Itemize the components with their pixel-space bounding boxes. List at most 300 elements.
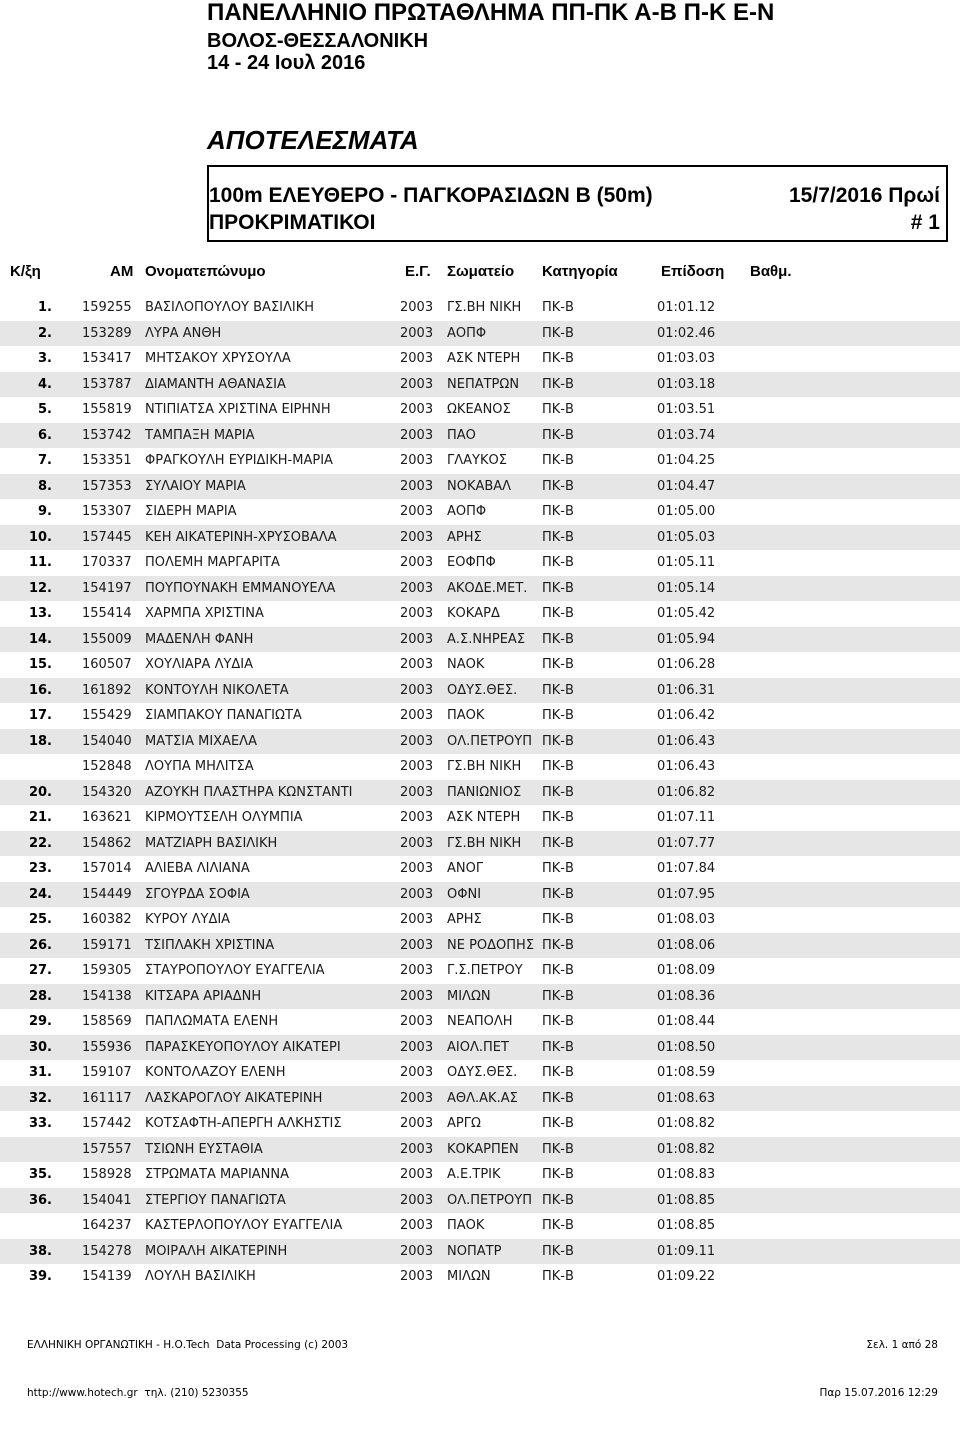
category: ΠΚ-Β <box>542 1039 574 1055</box>
category: ΠΚ-Β <box>542 427 574 443</box>
athlete-id: 159255 <box>82 300 132 315</box>
venue: ΒΟΛΟΣ-ΘΕΣΣΑΛΟΝΙΚΗ <box>207 30 429 52</box>
athlete-name: ΚΕΗ ΑΙΚΑΤΕΡΙΝΗ-ΧΡΥΣΟΒΑΛΑ <box>145 529 337 545</box>
results-heading: ΑΠΟΤΕΛΕΣΜΑΤΑ <box>207 125 419 155</box>
athlete-id: 157445 <box>82 529 132 545</box>
rank: 4. <box>38 376 52 392</box>
time: 01:06.42 <box>657 708 716 723</box>
rank: 11. <box>28 555 52 570</box>
club: ΟΛ.ΠΕΤΡΟΥΠ <box>447 1192 532 1208</box>
result-row <box>0 703 960 729</box>
result-row <box>0 1213 960 1239</box>
rank: 35. <box>28 1167 52 1182</box>
category: ΠΚ-Β <box>542 682 574 698</box>
rank: 7. <box>38 453 52 468</box>
athlete-id: 160507 <box>82 657 132 672</box>
rank: 26. <box>28 937 52 953</box>
footer-left <box>27 1305 348 1433</box>
birth-year: 2003 <box>400 835 434 851</box>
category: ΠΚ-Β <box>542 657 574 672</box>
athlete-id: 155429 <box>82 708 132 723</box>
time: 01:08.82 <box>657 1116 716 1131</box>
time: 01:02.46 <box>657 325 716 341</box>
athlete-id: 160382 <box>82 912 132 927</box>
club: ΝΟΠΑΤΡ <box>447 1243 502 1259</box>
rank: 29. <box>28 1014 52 1029</box>
rank: 36. <box>28 1192 52 1208</box>
time: 01:08.44 <box>657 1014 716 1029</box>
athlete-name: ΛΑΣΚΑΡΟΓΛΟΥ ΑΙΚΑΤΕΡΙΝΗ <box>145 1090 323 1106</box>
athlete-name: ΜΑΔΕΝΛΗ ΦΑΝΗ <box>145 631 254 647</box>
athlete-name: ΚΟΝΤΟΛΑΖΟΥ ΕΛΕΝΗ <box>145 1065 286 1080</box>
footer-contact: http://www.hotech.gr τηλ. (210) 5230355 <box>27 1387 249 1399</box>
birth-year: 2003 <box>400 1243 434 1259</box>
athlete-id: 158928 <box>82 1167 132 1182</box>
category: ΠΚ-Β <box>542 631 574 647</box>
time: 01:07.84 <box>657 861 716 876</box>
rank: 2. <box>38 325 52 341</box>
time: 01:05.03 <box>657 529 716 545</box>
col-header-name: Ονοματεπώνυμο <box>145 263 266 280</box>
category: ΠΚ-Β <box>542 1141 574 1157</box>
category: ΠΚ-Β <box>542 453 574 468</box>
time: 01:08.59 <box>657 1065 716 1080</box>
category: ΠΚ-Β <box>542 1218 574 1233</box>
col-header-year: Ε.Γ. <box>405 263 431 280</box>
category: ΠΚ-Β <box>542 300 574 315</box>
birth-year: 2003 <box>400 988 434 1004</box>
category: ΠΚ-Β <box>542 784 574 800</box>
birth-year: 2003 <box>400 733 434 749</box>
birth-year: 2003 <box>400 708 434 723</box>
result-row <box>0 805 960 831</box>
club: ΟΛ.ΠΕΤΡΟΥΠ <box>447 733 532 749</box>
results-table <box>0 295 960 1290</box>
birth-year: 2003 <box>400 861 434 876</box>
time: 01:03.51 <box>657 402 716 417</box>
club: ΩΚΕΑΝΟΣ <box>447 402 511 417</box>
result-row <box>0 984 960 1010</box>
result-row <box>0 448 960 474</box>
rank: 8. <box>38 478 52 494</box>
club: ΠΑΟΚ <box>447 708 485 723</box>
col-header-points: Βαθμ. <box>750 263 792 280</box>
birth-year: 2003 <box>400 478 434 494</box>
event-number: # 1 <box>910 211 940 234</box>
result-row <box>0 933 960 959</box>
athlete-name: ΑΖΟΥΚΗ ΠΛΑΣΤΗΡΑ ΚΩΝΣΤΑΝΤΙ <box>145 784 353 800</box>
birth-year: 2003 <box>400 453 434 468</box>
time: 01:09.22 <box>657 1269 716 1284</box>
birth-year: 2003 <box>400 1014 434 1029</box>
rank: 25. <box>28 912 52 927</box>
athlete-name: ΚΥΡΟΥ ΛΥΔΙΑ <box>145 912 231 927</box>
result-row <box>0 372 960 398</box>
athlete-name: ΔΙΑΜΑΝΤΗ ΑΘΑΝΑΣΙΑ <box>145 376 286 392</box>
birth-year: 2003 <box>400 402 434 417</box>
time: 01:05.14 <box>657 580 716 596</box>
time: 01:04.25 <box>657 453 716 468</box>
club: ΝΕΑΠΟΛΗ <box>447 1014 513 1029</box>
result-row <box>0 1009 960 1035</box>
category: ΠΚ-Β <box>542 376 574 392</box>
time: 01:08.09 <box>657 963 716 978</box>
category: ΠΚ-Β <box>542 580 574 596</box>
category: ΠΚ-Β <box>542 759 574 774</box>
time: 01:09.11 <box>657 1243 716 1259</box>
athlete-name: ΣΓΟΥΡΔΑ ΣΟΦΙΑ <box>145 886 250 902</box>
result-row <box>0 1086 960 1112</box>
birth-year: 2003 <box>400 1090 434 1106</box>
athlete-name: ΜΟΙΡΑΛΗ ΑΙΚΑΤΕΡΙΝΗ <box>145 1243 288 1259</box>
birth-year: 2003 <box>400 606 434 621</box>
rank: 9. <box>38 504 52 519</box>
athlete-id: 154138 <box>82 988 132 1004</box>
athlete-name: ΚΟΝΤΟΥΛΗ ΝΙΚΟΛΕΤΑ <box>145 682 289 698</box>
time: 01:08.03 <box>657 912 716 927</box>
time: 01:08.36 <box>657 988 716 1004</box>
club: ΚΟΚΑΡΔ <box>447 606 500 621</box>
result-row <box>0 525 960 551</box>
category: ΠΚ-Β <box>542 1243 574 1259</box>
club: ΑΣΚ ΝΤΕΡΗ <box>447 810 521 825</box>
birth-year: 2003 <box>400 912 434 927</box>
club: ΝΕΠΑΤΡΩΝ <box>447 376 520 392</box>
time: 01:06.82 <box>657 784 716 800</box>
club: ΓΣ.ΒΗ ΝΙΚΗ <box>447 835 522 851</box>
athlete-name: ΣΙΑΜΠΑΚΟΥ ΠΑΝΑΓΙΩΤΑ <box>145 708 302 723</box>
rank: 30. <box>28 1039 52 1055</box>
athlete-name: ΜΗΤΣΑΚΟΥ ΧΡΥΣΟΥΛΑ <box>145 351 291 366</box>
birth-year: 2003 <box>400 963 434 978</box>
athlete-name: ΛΥΡΑ ΑΝΘΗ <box>145 325 222 341</box>
rank: 21. <box>28 810 52 825</box>
birth-year: 2003 <box>400 784 434 800</box>
category: ΠΚ-Β <box>542 861 574 876</box>
athlete-name: ΣΥΛΑΙΟΥ ΜΑΡΙΑ <box>145 478 246 494</box>
athlete-name: ΛΟΥΛΗ ΒΑΣΙΛΙΚΗ <box>145 1269 256 1284</box>
result-row <box>0 627 960 653</box>
time: 01:07.77 <box>657 835 716 851</box>
club: ΓΣ.ΒΗ ΝΙΚΗ <box>447 300 522 315</box>
result-row <box>0 601 960 627</box>
club: ΝΑΟΚ <box>447 657 485 672</box>
athlete-name: ΧΑΡΜΠΑ ΧΡΙΣΤΙΝΑ <box>145 606 264 621</box>
club: ΝΟΚΑΒΑΛ <box>447 478 512 494</box>
birth-year: 2003 <box>400 376 434 392</box>
birth-year: 2003 <box>400 1116 434 1131</box>
birth-year: 2003 <box>400 529 434 545</box>
category: ΠΚ-Β <box>542 886 574 902</box>
event-dates: 14 - 24 Ιουλ 2016 <box>207 52 366 74</box>
rank: 24. <box>28 886 52 902</box>
time: 01:08.06 <box>657 937 716 953</box>
time: 01:06.31 <box>657 682 716 698</box>
result-row <box>0 780 960 806</box>
result-row <box>0 499 960 525</box>
athlete-id: 163621 <box>82 810 132 825</box>
athlete-name: ΣΙΔΕΡΗ ΜΑΡΙΑ <box>145 504 237 519</box>
time: 01:05.94 <box>657 631 716 647</box>
rank: 32. <box>28 1090 52 1106</box>
athlete-name: ΠΟΥΠΟΥΝΑΚΗ ΕΜΜΑΝΟΥΕΛΑ <box>145 580 336 596</box>
athlete-id: 154862 <box>82 835 132 851</box>
col-header-club: Σωματείο <box>447 263 515 280</box>
birth-year: 2003 <box>400 886 434 902</box>
club: ΜΙΛΩΝ <box>447 1269 491 1284</box>
birth-year: 2003 <box>400 555 434 570</box>
category: ΠΚ-Β <box>542 529 574 545</box>
athlete-name: ΤΣΙΠΛΑΚΗ ΧΡΙΣΤΙΝΑ <box>145 937 275 953</box>
club: ΚΟΚΑΡΠΕΝ <box>447 1141 519 1157</box>
time: 01:08.85 <box>657 1218 716 1233</box>
club: Α.Ε.ΤΡΙΚ <box>447 1167 501 1182</box>
event-name: 100m ΕΛΕΥΘΕΡΟ - ΠΑΓΚΟΡΑΣΙΔΩΝ Β (50m) <box>209 184 653 207</box>
athlete-name: ΚΟΤΣΑΦΤΗ-ΑΠΕΡΓΗ ΑΛΚΗΣΤΙΣ <box>145 1116 342 1131</box>
club: ΠΑΝΙΩΝΙΟΣ <box>447 784 522 800</box>
birth-year: 2003 <box>400 580 434 596</box>
category: ΠΚ-Β <box>542 402 574 417</box>
result-row <box>0 1111 960 1137</box>
rank: 13. <box>28 606 52 621</box>
athlete-name: ΦΡΑΓΚΟΥΛΗ ΕΥΡΙΔΙΚΗ-ΜΑΡΙΑ <box>145 453 333 468</box>
athlete-name: ΠΑΠΛΩΜΑΤΑ ΕΛΕΝΗ <box>145 1014 279 1029</box>
birth-year: 2003 <box>400 427 434 443</box>
athlete-id: 157442 <box>82 1116 132 1131</box>
rank: 5. <box>38 402 52 417</box>
athlete-id: 155009 <box>82 631 132 647</box>
time: 01:03.18 <box>657 376 716 392</box>
club: ΑΙΟΛ.ΠΕΤ <box>447 1039 509 1055</box>
athlete-name: ΧΟΥΛΙΑΡΑ ΛΥΔΙΑ <box>145 657 254 672</box>
athlete-id: 157557 <box>82 1141 132 1157</box>
category: ΠΚ-Β <box>542 937 574 953</box>
club: ΑΘΛ.ΑΚ.ΑΣ <box>447 1090 518 1106</box>
birth-year: 2003 <box>400 657 434 672</box>
athlete-id: 159305 <box>82 963 132 978</box>
result-row <box>0 295 960 321</box>
time: 01:05.11 <box>657 555 716 570</box>
result-row <box>0 346 960 372</box>
category: ΠΚ-Β <box>542 351 574 366</box>
athlete-id: 157014 <box>82 861 132 876</box>
time: 01:06.43 <box>657 759 716 774</box>
athlete-id: 154278 <box>82 1243 132 1259</box>
birth-year: 2003 <box>400 351 434 366</box>
category: ΠΚ-Β <box>542 988 574 1004</box>
athlete-name: ΤΑΜΠΑΞΗ ΜΑΡΙΑ <box>145 427 255 443</box>
club: ΕΟΦΠΦ <box>447 555 496 570</box>
rank: 16. <box>28 682 52 698</box>
athlete-name: ΚΙΡΜΟΥΤΣΕΛΗ ΟΛΥΜΠΙΑ <box>145 810 303 825</box>
time: 01:06.43 <box>657 733 716 749</box>
event-info-box <box>207 165 948 242</box>
athlete-name: ΝΤΙΠΙΑΤΣΑ ΧΡΙΣΤΙΝΑ ΕΙΡΗΝΗ <box>145 402 331 417</box>
athlete-name: ΛΟΥΠΑ ΜΗΛΙΤΣΑ <box>145 759 254 774</box>
category: ΠΚ-Β <box>542 1269 574 1284</box>
athlete-name: ΜΑΤΣΙΑ ΜΙΧΑΕΛΑ <box>145 733 257 749</box>
athlete-name: ΣΤΑΥΡΟΠΟΥΛΟΥ ΕΥΑΓΓΕΛΙΑ <box>145 963 325 978</box>
category: ΠΚ-Β <box>542 478 574 494</box>
category: ΠΚ-Β <box>542 555 574 570</box>
birth-year: 2003 <box>400 631 434 647</box>
birth-year: 2003 <box>400 1039 434 1055</box>
club: ΓΛΑΥΚΟΣ <box>447 453 507 468</box>
footer-page-number: Σελ. 1 από 28 <box>866 1339 938 1351</box>
athlete-id: 161892 <box>82 682 132 698</box>
category: ΠΚ-Β <box>542 504 574 519</box>
rank: 14. <box>28 631 52 647</box>
event-session: 15/7/2016 Πρωί <box>789 184 940 207</box>
time: 01:08.82 <box>657 1141 716 1157</box>
athlete-id: 154041 <box>82 1192 132 1208</box>
birth-year: 2003 <box>400 682 434 698</box>
rank: 1. <box>38 300 52 315</box>
birth-year: 2003 <box>400 1141 434 1157</box>
athlete-id: 154197 <box>82 580 132 596</box>
athlete-name: ΣΤΡΩΜΑΤΑ ΜΑΡΙΑΝΝΑ <box>145 1167 290 1182</box>
rank: 15. <box>28 657 52 672</box>
category: ΠΚ-Β <box>542 1116 574 1131</box>
club: ΑΣΚ ΝΤΕΡΗ <box>447 351 521 366</box>
club: ΑΝΟΓ <box>447 861 484 876</box>
col-header-am: ΑΜ <box>110 263 134 280</box>
athlete-name: ΑΛΙΕΒΑ ΛΙΛΙΑΝΑ <box>145 861 250 876</box>
club: ΟΔΥΣ.ΘΕΣ. <box>447 1065 518 1080</box>
athlete-id: 153787 <box>82 376 132 392</box>
club: ΝΕ ΡΟΔΟΠΗΣ <box>447 937 535 953</box>
col-header-category: Κατηγορία <box>542 263 618 280</box>
club: ΓΣ.ΒΗ ΝΙΚΗ <box>447 759 522 774</box>
athlete-name: ΠΑΡΑΣΚΕΥΟΠΟΥΛΟΥ ΑΙΚΑΤΕΡΙ <box>145 1039 341 1055</box>
rank: 22. <box>28 835 52 851</box>
birth-year: 2003 <box>400 1269 434 1284</box>
rank: 39. <box>28 1269 52 1284</box>
category: ΠΚ-Β <box>542 325 574 341</box>
time: 01:01.12 <box>657 300 716 315</box>
category: ΠΚ-Β <box>542 963 574 978</box>
club: ΟΦΝΙ <box>447 886 482 902</box>
athlete-id: 158569 <box>82 1014 132 1029</box>
time: 01:07.95 <box>657 886 716 902</box>
category: ΠΚ-Β <box>542 835 574 851</box>
category: ΠΚ-Β <box>542 1065 574 1080</box>
result-row <box>0 754 960 780</box>
athlete-id: 161117 <box>82 1090 132 1106</box>
result-row <box>0 576 960 602</box>
column-headers <box>0 262 960 282</box>
category: ΠΚ-Β <box>542 606 574 621</box>
birth-year: 2003 <box>400 1065 434 1080</box>
rank: 28. <box>28 988 52 1004</box>
club: ΟΔΥΣ.ΘΕΣ. <box>447 682 518 698</box>
result-row <box>0 1239 960 1265</box>
birth-year: 2003 <box>400 810 434 825</box>
rank: 12. <box>28 580 52 596</box>
category: ΠΚ-Β <box>542 1167 574 1182</box>
club: ΑΡΓΩ <box>447 1116 481 1131</box>
championship-title: ΠΑΝΕΛΛΗΝΙΟ ΠΡΩΤΑΘΛΗΜΑ ΠΠ-ΠΚ Α-Β Π-Κ Ε-Ν <box>207 0 775 26</box>
rank: 23. <box>28 861 52 876</box>
category: ΠΚ-Β <box>542 912 574 927</box>
athlete-name: ΚΑΣΤΕΡΛΟΠΟΥΛΟΥ ΕΥΑΓΓΕΛΙΑ <box>145 1218 343 1233</box>
athlete-id: 154139 <box>82 1269 132 1284</box>
athlete-id: 154449 <box>82 886 132 902</box>
result-row <box>0 1035 960 1061</box>
athlete-name: ΒΑΣΙΛΟΠΟΥΛΟΥ ΒΑΣΙΛΙΚΗ <box>145 300 315 315</box>
club: ΠΑΟΚ <box>447 1218 485 1233</box>
result-row <box>0 321 960 347</box>
athlete-id: 154040 <box>82 733 132 749</box>
result-row <box>0 678 960 704</box>
club: ΑΚΟΔΕ.ΜΕΤ. <box>447 580 528 596</box>
club: ΠΑΟ <box>447 427 476 443</box>
result-row <box>0 1264 960 1290</box>
club: ΜΙΛΩΝ <box>447 988 491 1004</box>
time: 01:08.63 <box>657 1090 716 1106</box>
athlete-id: 155414 <box>82 606 132 621</box>
result-row <box>0 423 960 449</box>
result-row <box>0 729 960 755</box>
athlete-id: 153417 <box>82 351 132 366</box>
birth-year: 2003 <box>400 325 434 341</box>
athlete-name: ΤΣΙΩΝΗ ΕΥΣΤΑΘΙΑ <box>145 1141 263 1157</box>
time: 01:08.50 <box>657 1039 716 1055</box>
athlete-id: 154320 <box>82 784 132 800</box>
athlete-id: 153351 <box>82 453 132 468</box>
birth-year: 2003 <box>400 1192 434 1208</box>
birth-year: 2003 <box>400 937 434 953</box>
footer-print-date: Παρ 15.07.2016 12:29 <box>819 1387 938 1399</box>
category: ΠΚ-Β <box>542 708 574 723</box>
event-round: ΠΡΟΚΡΙΜΑΤΙΚΟΙ <box>209 211 376 234</box>
athlete-id: 157353 <box>82 478 132 494</box>
time: 01:04.47 <box>657 478 716 494</box>
athlete-id: 153307 <box>82 504 132 519</box>
category: ΠΚ-Β <box>542 1090 574 1106</box>
col-header-rank: Κ/ξη <box>10 263 41 280</box>
rank: 6. <box>38 427 52 443</box>
athlete-id: 164237 <box>82 1218 132 1233</box>
rank: 10. <box>28 529 52 545</box>
athlete-name: ΠΟΛΕΜΗ ΜΑΡΓΑΡΙΤΑ <box>145 555 280 570</box>
footer-right <box>819 1305 938 1433</box>
col-header-time: Επίδοση <box>661 263 725 280</box>
birth-year: 2003 <box>400 504 434 519</box>
time: 01:03.03 <box>657 351 716 366</box>
birth-year: 2003 <box>400 759 434 774</box>
athlete-name: ΣΤΕΡΓΙΟΥ ΠΑΝΑΓΙΩΤΑ <box>145 1192 286 1208</box>
rank: 3. <box>38 351 52 366</box>
club: Α.Σ.ΝΗΡΕΑΣ <box>447 631 526 647</box>
rank: 27. <box>28 963 52 978</box>
athlete-id: 155819 <box>82 402 132 417</box>
birth-year: 2003 <box>400 1218 434 1233</box>
rank: 18. <box>28 733 52 749</box>
athlete-name: ΚΙΤΣΑΡΑ ΑΡΙΑΔΝΗ <box>145 988 262 1004</box>
time: 01:08.83 <box>657 1167 716 1182</box>
club: ΑΡΗΣ <box>447 912 482 927</box>
club: ΑΟΠΦ <box>447 504 487 519</box>
time: 01:03.74 <box>657 427 716 443</box>
athlete-id: 159107 <box>82 1065 132 1080</box>
club: ΑΟΠΦ <box>447 325 487 341</box>
rank: 31. <box>28 1065 52 1080</box>
rank: 20. <box>28 784 52 800</box>
athlete-id: 153742 <box>82 427 132 443</box>
result-row <box>0 1188 960 1214</box>
athlete-id: 153289 <box>82 325 132 341</box>
